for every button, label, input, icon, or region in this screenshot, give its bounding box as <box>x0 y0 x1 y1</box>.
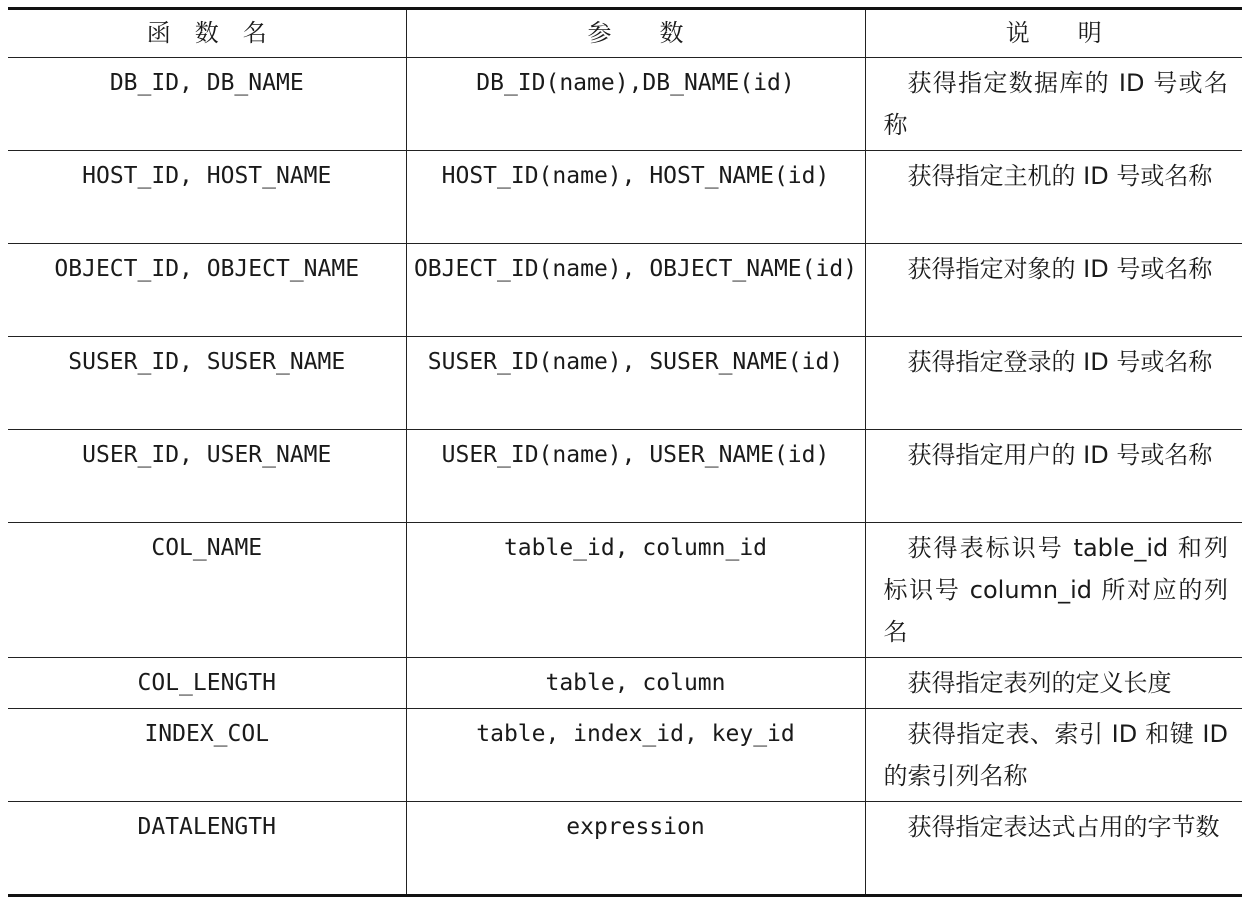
params-cell: table_id, column_id <box>406 523 865 658</box>
description-cell: 获得指定登录的 ID 号或名称 <box>865 337 1242 430</box>
function-cell: HOST_ID, HOST_NAME <box>8 151 406 244</box>
function-cell: COL_NAME <box>8 523 406 658</box>
description-cell: 获得指定用户的 ID 号或名称 <box>865 430 1242 523</box>
header-function-name: 函 数 名 <box>8 9 406 58</box>
table-row <box>8 709 1242 802</box>
description-cell: 获得指定数据库的 ID 号或名称 <box>865 58 1242 151</box>
function-cell: DATALENGTH <box>8 802 406 896</box>
params-cell: DB_ID(name),DB_NAME(id) <box>406 58 865 151</box>
description-cell: 获得指定表列的定义长度 <box>865 658 1242 709</box>
table-header-row <box>8 9 1242 58</box>
functions-table <box>8 7 1242 897</box>
params-cell: table, column <box>406 658 865 709</box>
params-cell: expression <box>406 802 865 896</box>
header-description: 说 明 <box>865 9 1242 58</box>
table-row <box>8 658 1242 709</box>
table-row <box>8 430 1242 523</box>
function-cell: USER_ID, USER_NAME <box>8 430 406 523</box>
function-cell: OBJECT_ID, OBJECT_NAME <box>8 244 406 337</box>
table-row <box>8 523 1242 658</box>
table-row <box>8 58 1242 151</box>
params-cell: OBJECT_ID(name), OBJECT_NAME(id) <box>406 244 865 337</box>
description-cell: 获得指定主机的 ID 号或名称 <box>865 151 1242 244</box>
function-cell: COL_LENGTH <box>8 658 406 709</box>
params-cell: USER_ID(name), USER_NAME(id) <box>406 430 865 523</box>
table-row <box>8 151 1242 244</box>
params-cell: HOST_ID(name), HOST_NAME(id) <box>406 151 865 244</box>
description-cell: 获得表标识号 table_id 和列标识号 column_id 所对应的列名 <box>865 523 1242 658</box>
table-row <box>8 244 1242 337</box>
params-cell: table, index_id, key_id <box>406 709 865 802</box>
function-cell: DB_ID, DB_NAME <box>8 58 406 151</box>
function-cell: SUSER_ID, SUSER_NAME <box>8 337 406 430</box>
header-parameters: 参 数 <box>406 9 865 58</box>
description-cell: 获得指定表、索引 ID 和键 ID 的索引列名称 <box>865 709 1242 802</box>
function-cell: INDEX_COL <box>8 709 406 802</box>
description-cell: 获得指定对象的 ID 号或名称 <box>865 244 1242 337</box>
table-row <box>8 802 1242 896</box>
table-row <box>8 337 1242 430</box>
params-cell: SUSER_ID(name), SUSER_NAME(id) <box>406 337 865 430</box>
description-cell: 获得指定表达式占用的字节数 <box>865 802 1242 896</box>
